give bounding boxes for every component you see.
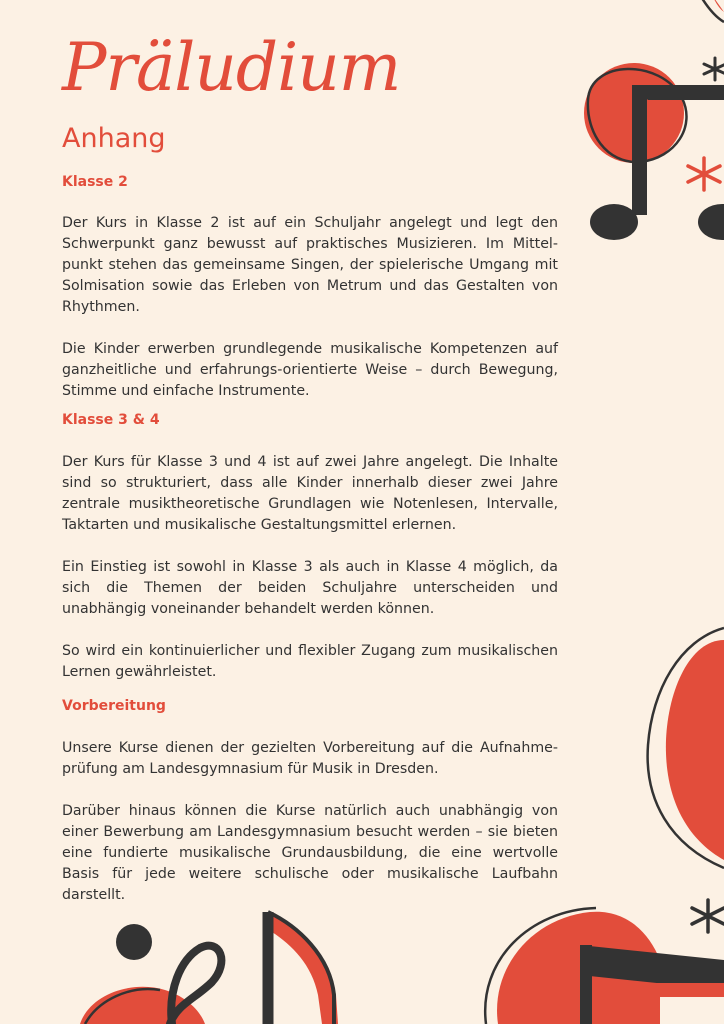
page-title: Präludium — [62, 29, 401, 106]
paragraph: Die Kinder erwerben grundlegende musikalische Kompetenzen auf ganzheitliche und erfahrungs-orientierte Weise – durch Bewegung, Stimme und einfache Instrumente. — [62, 341, 558, 399]
page-subtitle: Anhang — [62, 123, 166, 154]
eighth-notes-icon — [590, 85, 724, 240]
paragraph: Darüber hinaus können die Kurse natürlich auch unabhängig von einer Bewerbung am Landesgymnasium besucht werden – sie bieten eine fundierte musikalische Grundausbildung, die eine wertvolle Basis für jede weitere schulische oder musikalische Laufbahn darstellt. — [62, 803, 558, 903]
star-icon — [692, 900, 724, 932]
section-heading-klasse-2: Klasse 2 — [62, 174, 128, 190]
paragraph: Der Kurs in Klasse 2 ist auf ein Schuljahr angelegt und legt den Schwerpunkt ganz bewusst auf praktisches Musizieren. Im Mittelpunkt stehen das gemeinsame Singen, der spielerische Umgang mit Solmisation sowie das Erleben von Metrum und das Gestalten von Rhythmen. — [62, 215, 558, 315]
right-blob-decoration — [648, 628, 724, 868]
top-right-music-decoration — [584, 0, 724, 240]
paragraph: So wird ein kontinuierlicher und flexibler Zugang zum musikalischen Lernen gewährleistet. — [62, 643, 558, 680]
section-heading-klasse-3-4: Klasse 3 & 4 — [62, 412, 160, 428]
red-blob-top — [584, 63, 684, 163]
paragraph: Der Kurs für Klasse 3 und 4 ist auf zwei Jahre angelegt. Die Inhalte sind so strukturiert, dass alle Kinder innerhalb dieser zwei Jahre zentrale musiktheoretische Grundlagen wie Notenlesen, Intervalle, Taktarten und musikalische Gestaltungsmittel erlernen. — [62, 454, 558, 533]
star-icon — [688, 158, 720, 190]
star-icon — [704, 58, 724, 80]
treble-clef-icon — [170, 946, 221, 1024]
bottom-left-music-decoration — [80, 912, 338, 1024]
paragraph: Ein Einstieg ist sowohl in Klasse 3 als auch in Klasse 4 möglich, da sich die Themen der beiden Schuljahre unterscheiden und unabhängig voneinander behandelt werden können. — [62, 559, 558, 617]
paragraph: Unsere Kurse dienen der gezielten Vorbereitung auf die Aufnahmeprüfung am Landesgymnasium für Musik in Dresden. — [62, 740, 558, 777]
bottom-right-music-decoration — [485, 900, 724, 1024]
section-heading-vorbereitung: Vorbereitung — [62, 698, 166, 714]
